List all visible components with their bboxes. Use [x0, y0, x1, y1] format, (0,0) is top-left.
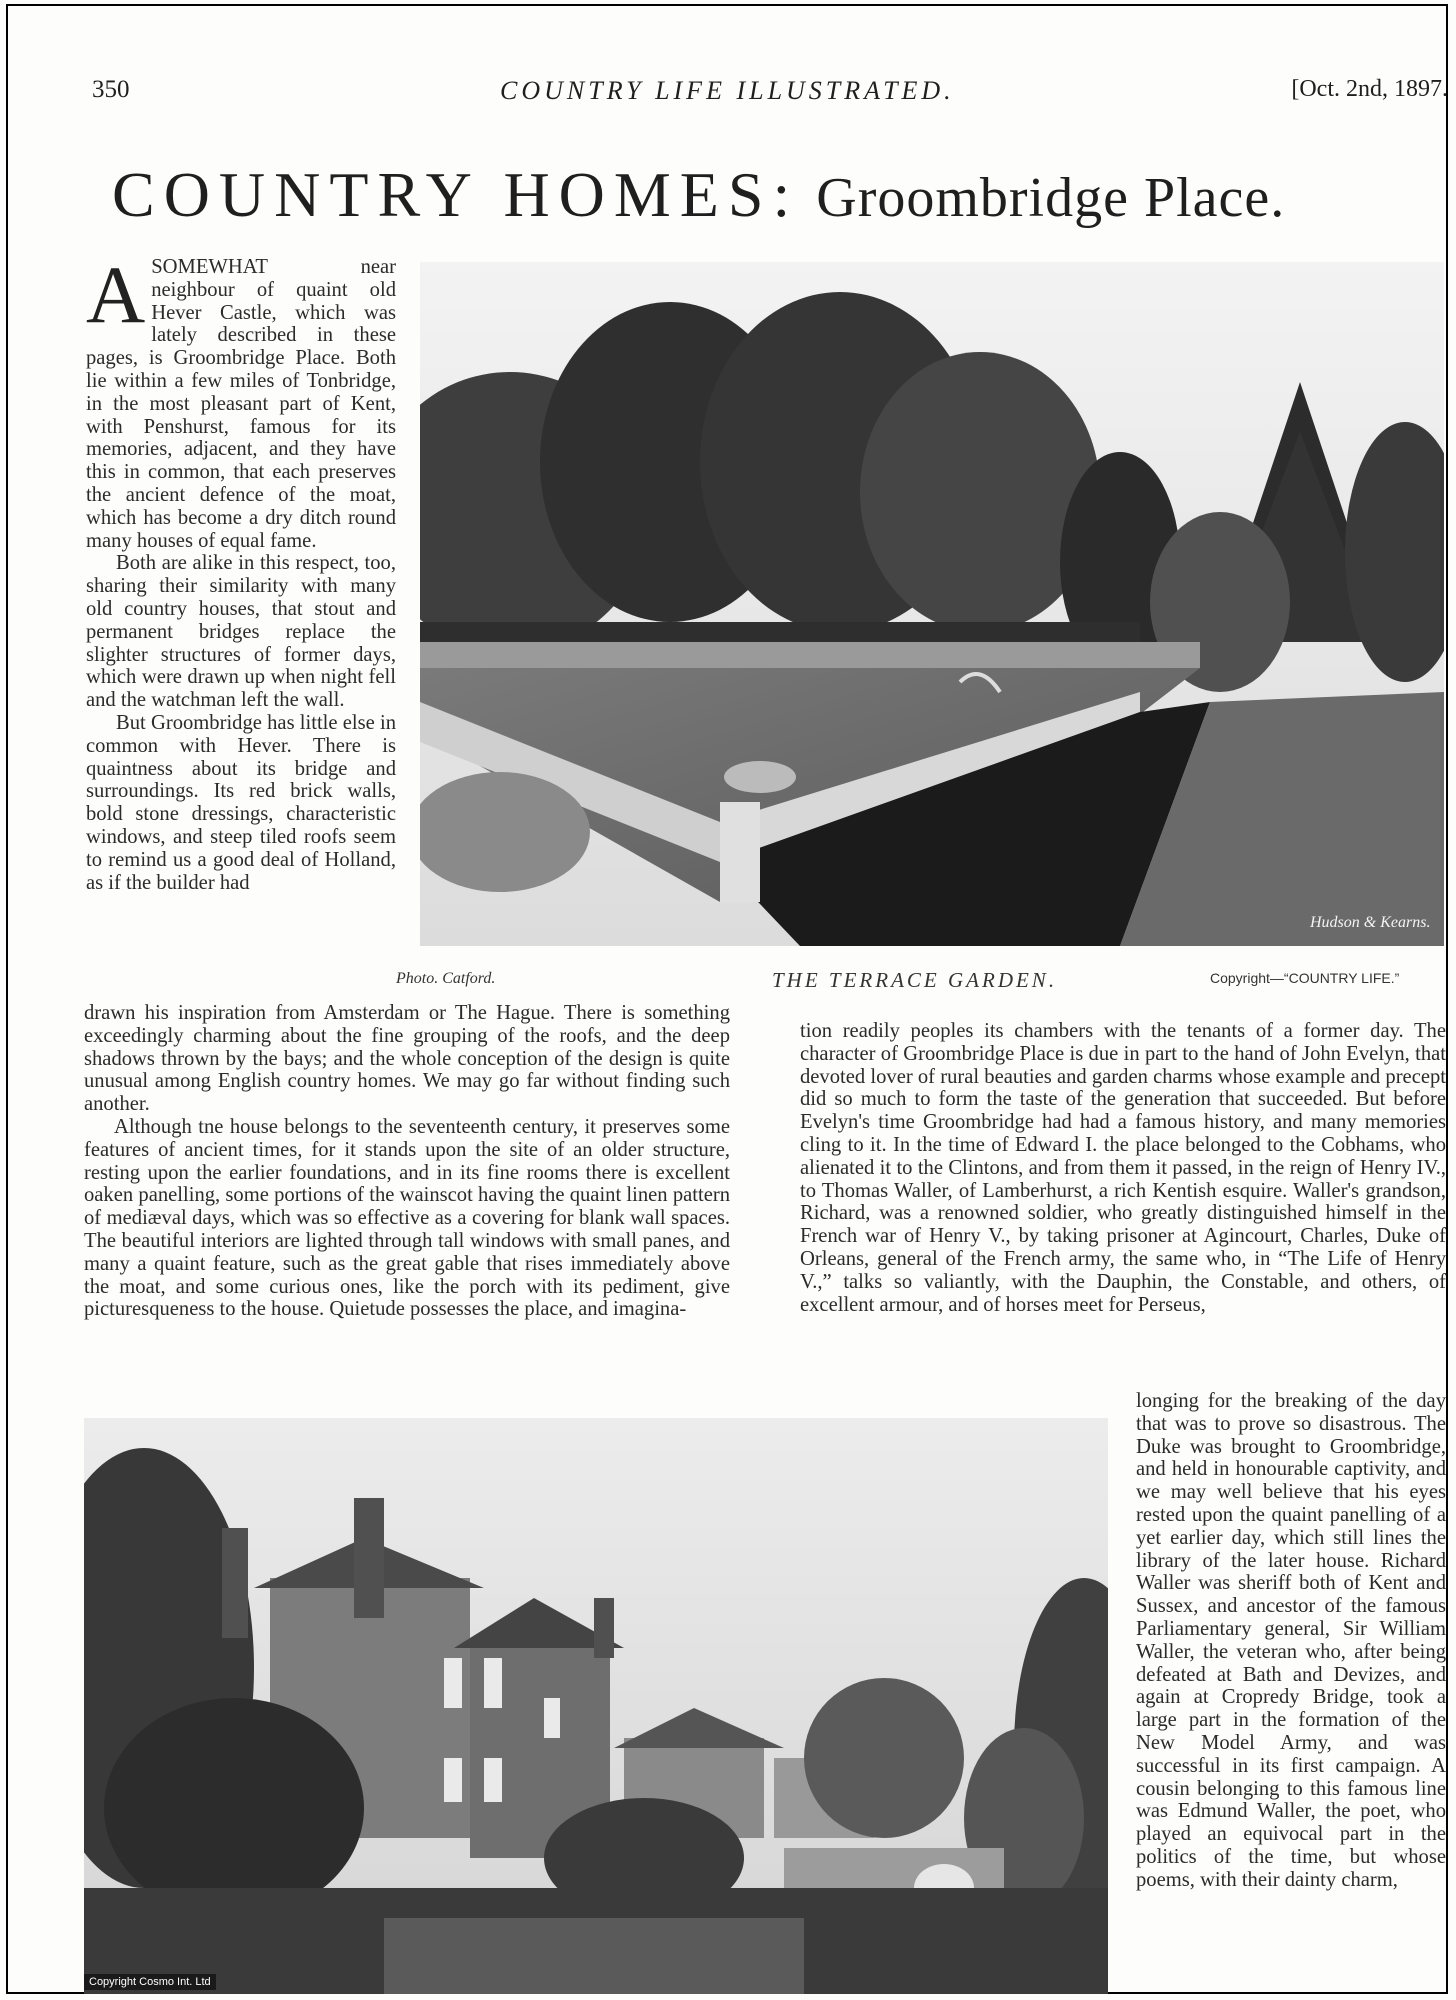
title-main: COUNTRY HOMES: [112, 159, 800, 230]
page-header [0, 76, 1456, 110]
groombridge-house-image [84, 1418, 1108, 1994]
intro-paragraph: Both are alike in this respect, too, sharing their similarity with many old country houses, that stout and permanent bridges replace the slighter structures of former days, which were drawn up when night fell and the watchman left the wall. [86, 552, 396, 712]
photo-credit: Photo. Catford. [396, 970, 496, 987]
body-paragraph: tion readily peoples its chambers with the tenants of a former day. The character of Groombridge Place is due in part to the hand of John Evelyn, that devoted lover of rural beauties and garden charms whose example and precept did so much to form the taste of the generation that succeeded. But before Evelyn's time Groombridge had had a famous history, and many memories cling to it. In the time of Edward I. the place belonged to the Cobhams, who alienated it to the Clintons, and from them it passed, in the reign of Henry IV., to Thomas Waller, of Lamberhurst, a rich Kentish esquire. Waller's grandson, Richard, was a renowned soldier, who greatly distinguished himself in the French war of Henry V., by taking prisoner at Agincourt, Charles, Duke of Orleans, general of the French army, the same who, in “The Life of Henry V.,” talks so valiantly, with the Dauphin, the Constable, and others, of excellent armour, and of horses meet for Perseus, [800, 1020, 1446, 1316]
article-title [112, 158, 1452, 232]
terrace-garden-image [420, 262, 1444, 946]
engraver-signature: Hudson & Kearns. [1310, 914, 1431, 931]
intro-paragraph: But Groombridge has little else in common with Hever. There is quaintness about its bridge and surroundings. Its red brick walls, bold stone dressings, characteristic windows, and steep tiled roofs seem to remind us a good deal of Holland, as if the builder had [86, 711, 396, 894]
page-number: 350 [92, 76, 130, 103]
issue-date: [Oct. 2nd, 1897. [1291, 76, 1448, 102]
copyright-stamp: Copyright Cosmo Int. Ltd [84, 1974, 216, 1990]
title-sub: Groombridge Place. [816, 167, 1286, 229]
running-head: COUNTRY LIFE ILLUSTRATED. [500, 76, 955, 105]
intro-column [86, 249, 396, 894]
terrace-garden-photo [420, 262, 1444, 946]
groombridge-house-photo [84, 1418, 1108, 1994]
body-column-left [84, 1002, 730, 1321]
photo-copyright: Copyright—“COUNTRY LIFE.” [1210, 970, 1400, 986]
body-paragraph: drawn his inspiration from Amsterdam or The Hague. There is something exceedingly charming about the fine grouping of the roofs, and the deep shadows thrown by the bays; and the whole conception of the design is quite unusual among English country homes. We may go far without finding such another. [84, 1002, 730, 1116]
intro-paragraph: ASOMEWHAT near neighbour of quaint old Hever Castle, which was lately described in these pages, is Groombridge Place. Both lie within a few miles of Tonbridge, in the most pleasant part of Kent, with Penshurst, famous for its memories, adjacent, and they have this in common, that each preserves the ancient defence of the moat, which has become a dry ditch round many houses of equal fame. [86, 249, 396, 552]
body-column-right [800, 1020, 1446, 1316]
body-column-side [1136, 1390, 1446, 1892]
drop-cap: A [86, 249, 146, 340]
body-paragraph: Although tne house belongs to the seventeenth century, it preserves some features of ancient times, for it stands upon the site of an older structure, resting upon the earlier foundations, and in its fine rooms there is excellent oaken panelling, some portions of the wainscot having the quaint linen pattern of mediæval days, which was so effective as a covering for blank wall spaces. The beautiful interiors are lighted through tall windows with small panes, and many a quaint feature, such as the great gable that rises immediately above the moat, and some curious ones, like the porch with its pediment, give picturesqueness to the house. Quietude possesses the place, and imagina- [84, 1115, 730, 1321]
photo-caption: THE TERRACE GARDEN. [772, 968, 1058, 992]
body-paragraph: longing for the breaking of the day that was to prove so disastrous. The Duke was brought to Groombridge, and held in honourable captivity, and we may well believe that his eyes rested upon the quaint panelling of a yet earlier day, which still lines the library of the later house. Richard Waller was sheriff both of Kent and Sussex, and ancestor of the famous Parliamentary general, Sir William Waller, the veteran who, after being defeated at Bath and Devizes, and again at Cropredy Bridge, took a large part in the formation of the New Model Army, and was successful in its first campaign. A cousin belonging to this famous line was Edmund Waller, the poet, who played an equivocal part in the politics of the time, but whose poems, with their dainty charm, [1136, 1390, 1446, 1891]
